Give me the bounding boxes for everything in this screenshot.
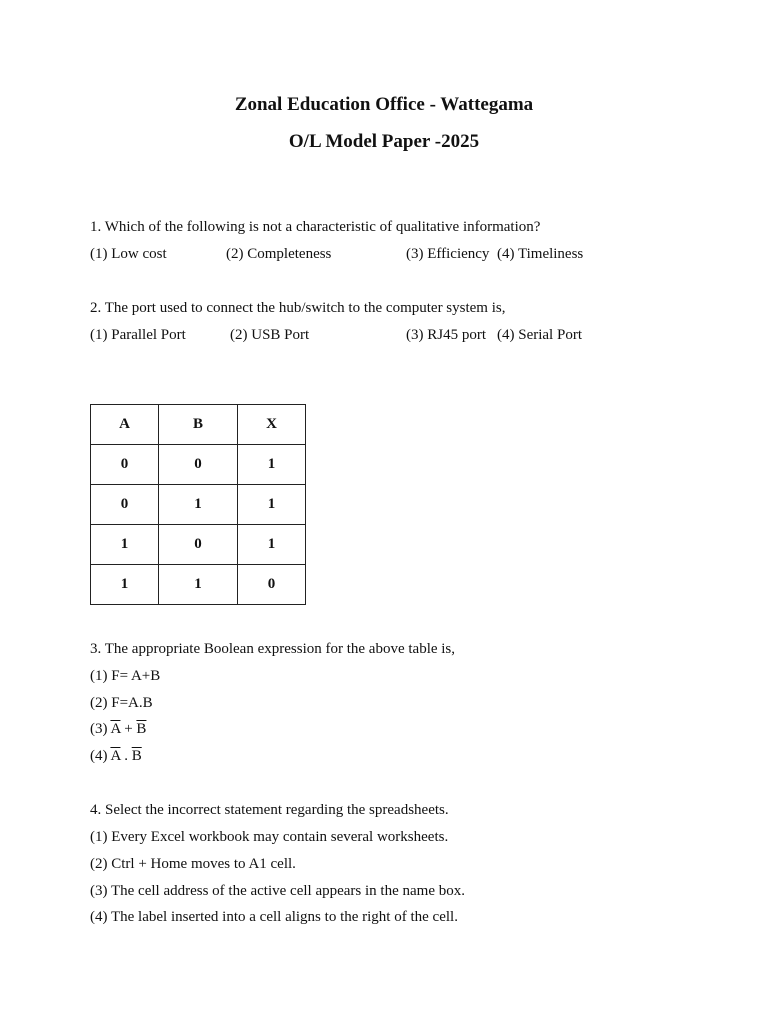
truth-table-cell: 1 <box>238 525 306 565</box>
truth-table-cell: 0 <box>91 485 159 525</box>
truth-table-row <box>91 445 306 485</box>
truth-table-header-a: A <box>91 405 159 445</box>
question-2-text: 2. The port used to connect the hub/switch to the computer system is, <box>90 300 506 316</box>
question-2-option-1: (1) Parallel Port <box>90 327 186 343</box>
question-2-option-4: (4) Serial Port <box>497 327 582 343</box>
truth-table-cell: 0 <box>238 565 306 605</box>
question-4-text: 4. Select the incorrect statement regarding the spreadsheets. <box>90 802 449 818</box>
question-3-text: 3. The appropriate Boolean expression for the above table is, <box>90 641 456 657</box>
plus-operator: + <box>120 721 137 737</box>
truth-table-cell: 0 <box>91 445 159 485</box>
truth-table-header-row <box>91 405 306 445</box>
question-4-option-4: (4) The label inserted into a cell aligns to the right of the cell. <box>90 909 458 925</box>
option-number: (4) <box>90 748 108 764</box>
truth-table <box>90 404 306 605</box>
truth-table-cell: 1 <box>159 565 238 605</box>
a-complement: $\overline{A}$ <box>110 721 121 737</box>
question-3-option-4 <box>90 746 142 766</box>
truth-table-cell: 0 <box>159 445 238 485</box>
question-2-option-3: (3) RJ45 port <box>406 327 486 343</box>
truth-table-cell: 0 <box>159 525 238 565</box>
option-number: (3) <box>90 721 108 737</box>
question-3-option-1: (1) F= A+B <box>90 668 161 684</box>
question-1-option-1: (1) Low cost <box>90 246 167 262</box>
truth-table-cell: 1 <box>91 525 159 565</box>
truth-table-cell: 1 <box>159 485 238 525</box>
dot-operator: . <box>120 748 132 764</box>
question-1-option-2: (2) Completeness <box>226 246 332 262</box>
question-3-option-3 <box>90 719 146 739</box>
question-1-option-3: (3) Efficiency <box>406 246 490 262</box>
question-2-option-2: (2) USB Port <box>230 327 310 343</box>
question-4-option-1: (1) Every Excel workbook may contain several worksheets. <box>90 829 449 845</box>
question-4-option-3: (3) The cell address of the active cell appears in the name box. <box>90 883 465 899</box>
b-complement: $\overline{B}$ <box>131 748 142 764</box>
truth-table-row <box>91 565 306 605</box>
a-complement: $\overline{A}$ <box>110 748 121 764</box>
truth-table-cell: 1 <box>91 565 159 605</box>
truth-table-cell: 1 <box>238 485 306 525</box>
truth-table-cell: 1 <box>238 445 306 485</box>
b-complement: $\overline{B}$ <box>136 721 147 737</box>
question-1-text: 1. Which of the following is not a characteristic of qualitative information? <box>90 219 541 235</box>
question-4-option-2: (2) Ctrl + Home moves to A1 cell. <box>90 856 296 872</box>
truth-table-row <box>91 485 306 525</box>
document-title: Zonal Education Office - Wattegama <box>234 94 534 115</box>
document-subtitle: O/L Model Paper -2025 <box>288 131 480 152</box>
truth-table-header-b: B <box>159 405 238 445</box>
question-3-option-2: (2) F=A.B <box>90 695 153 711</box>
truth-table-header-x: X <box>238 405 306 445</box>
truth-table-row <box>91 525 306 565</box>
question-1-option-4: (4) Timeliness <box>497 246 584 262</box>
